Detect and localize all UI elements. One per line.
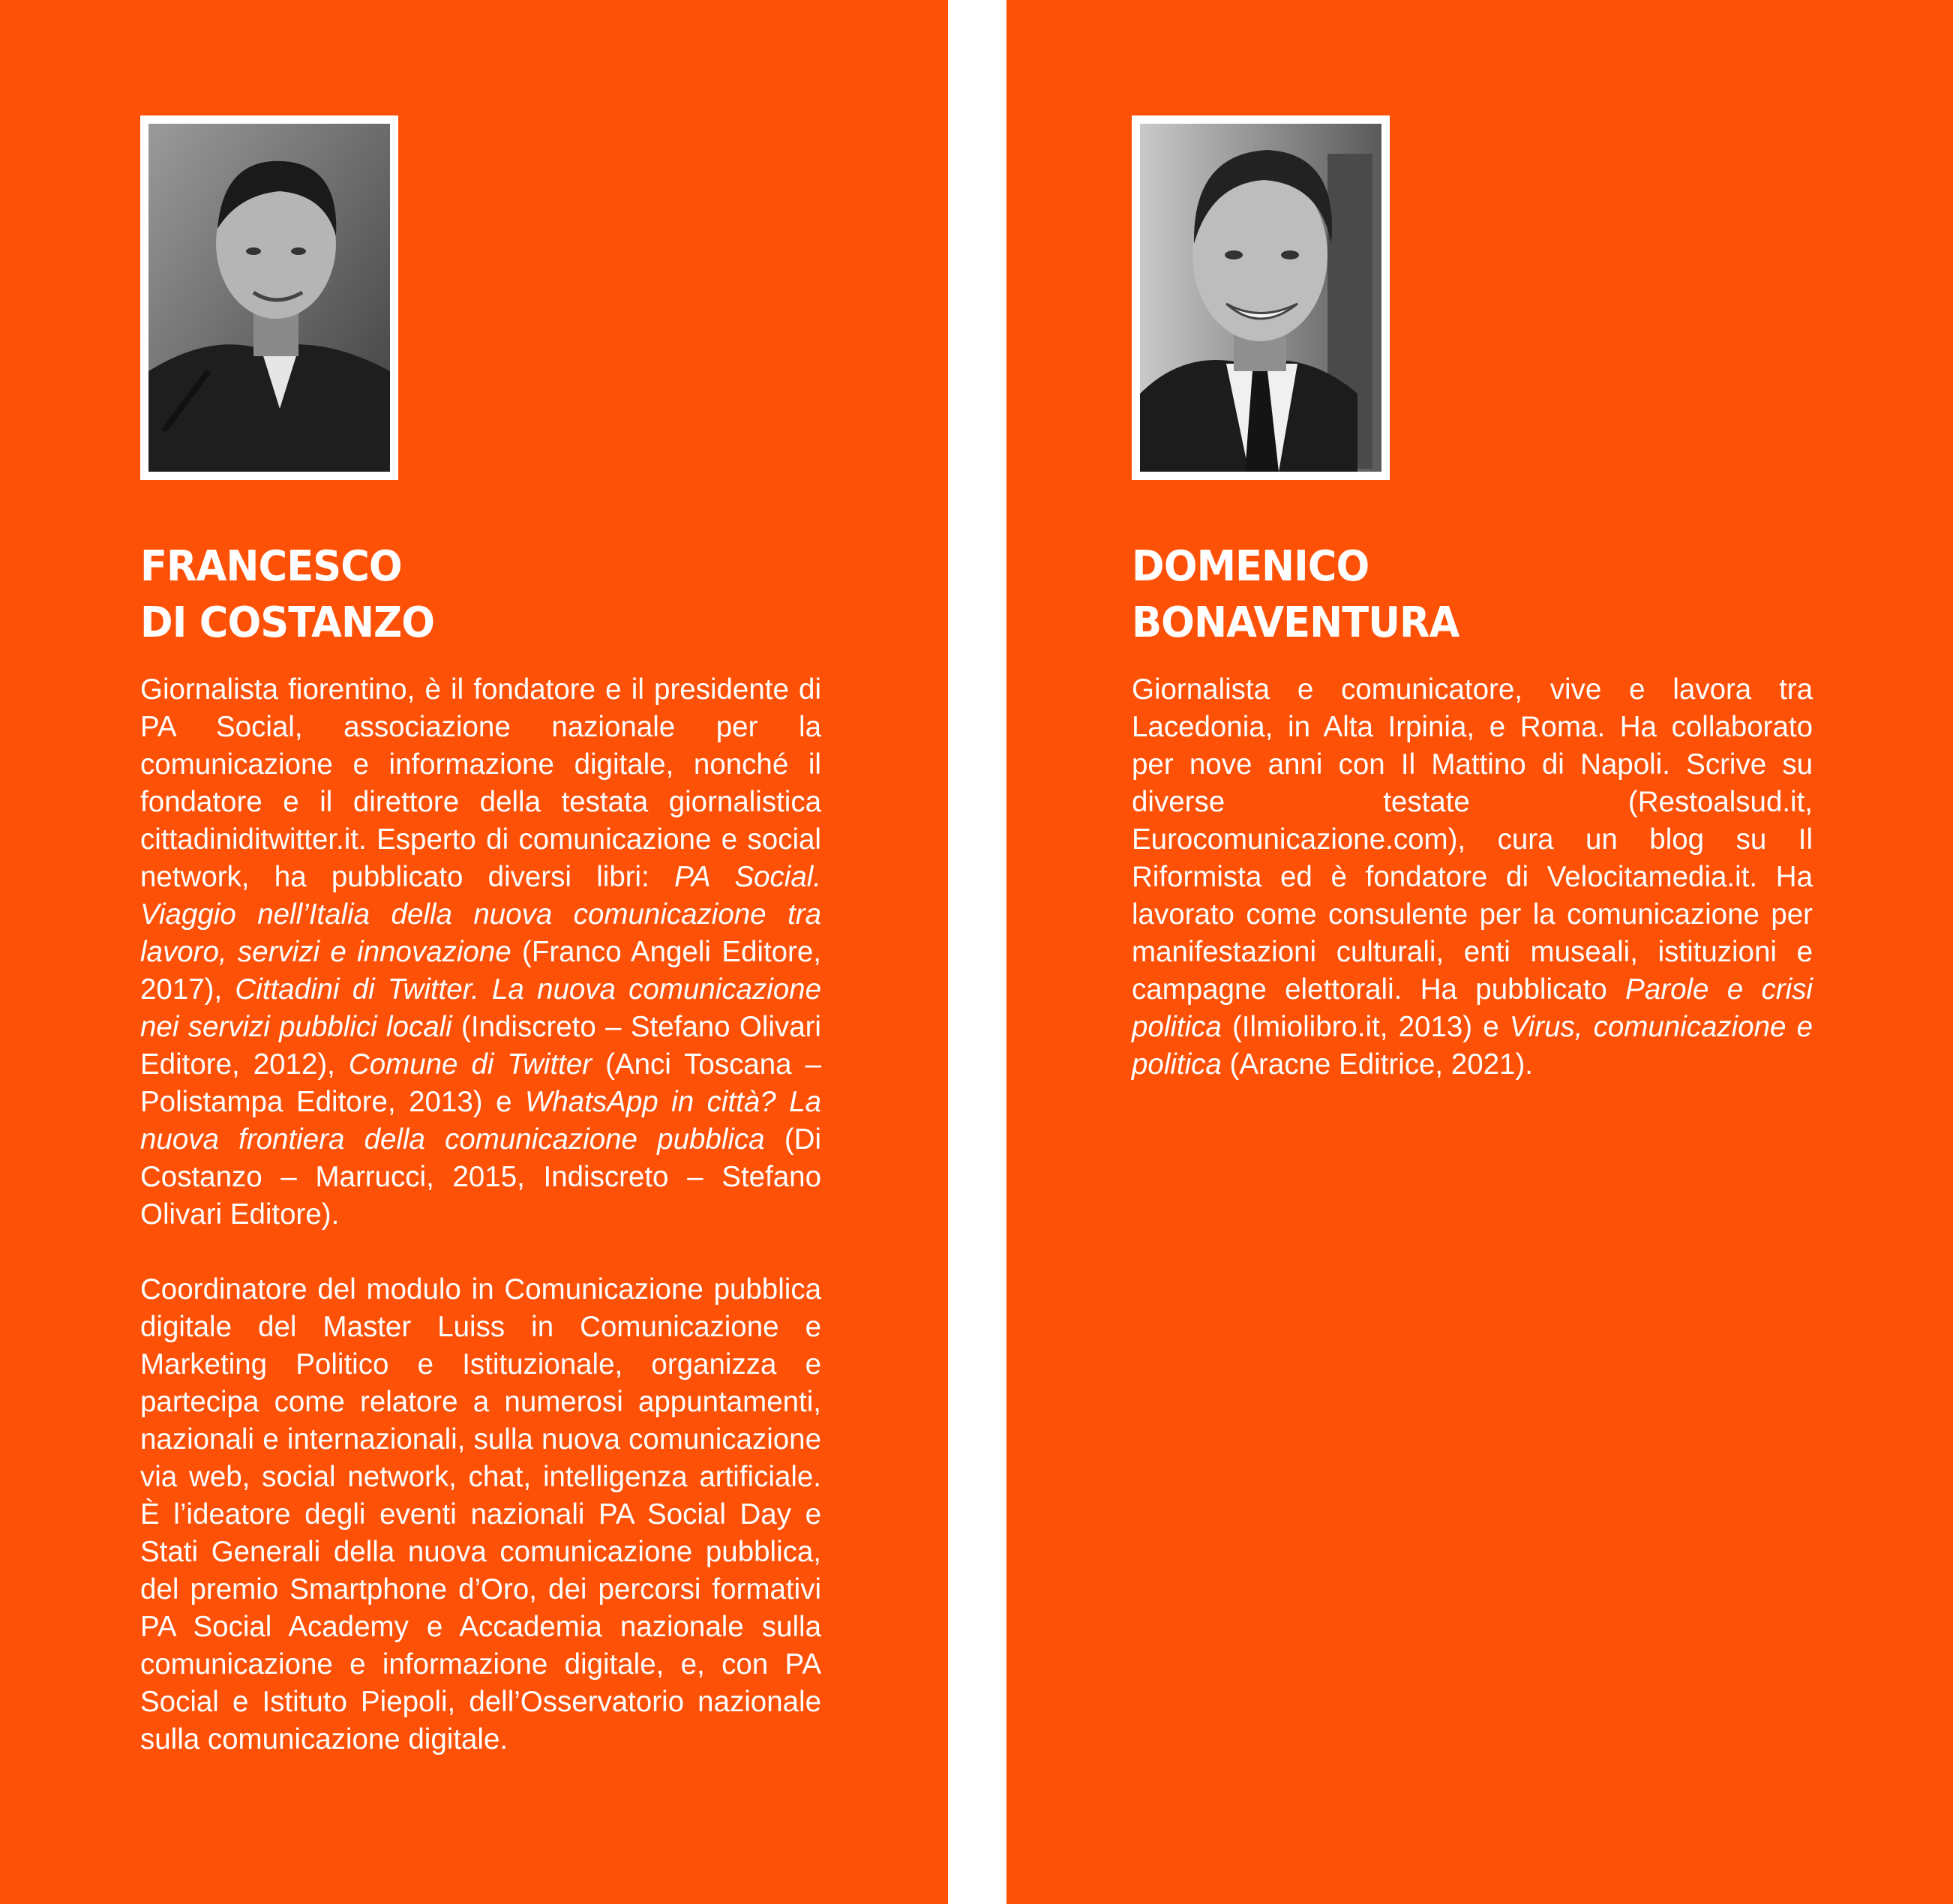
book-title: PA Social. Viaggio nell’Italia della nuova comunicazione tra lavoro, servizi e innovazione	[140, 861, 821, 968]
author-name	[140, 538, 434, 651]
book-title: Comune di Twitter	[348, 1048, 592, 1081]
book-title: WhatsApp in città? La nuova frontiera della comunicazione pubblica	[140, 1086, 821, 1156]
portrait-frame	[140, 115, 398, 480]
author-bio	[1132, 671, 1813, 1084]
author-bio	[140, 671, 821, 1759]
portrait-placeholder-icon	[1140, 124, 1382, 472]
book-title: Virus, comunicazione e politica	[1132, 1011, 1813, 1081]
author-name	[1132, 538, 1459, 651]
author-panel-right	[1006, 0, 1953, 1904]
portrait-frame	[1132, 115, 1390, 480]
bio-paragraph: Giornalista e comunicatore, vive e lavora tra Lacedonia, in Alta Irpinia, e Roma. Ha collaborato per nove anni con Il Mattino di Napoli. Scrive su diverse testate (Restoalsud.it, Eurocomunicazione.com), cura un blog su Il Riformista ed è fondatore di Velocitamedia.it. Ha lavorato come consulente per la comunicazione per manifestazioni culturali, enti museali, istituzioni e campagne elettorali. Ha pubblicato Parole e crisi politica (Ilmiolibro.it, 2013) e Virus, comunicazione e politica (Aracne Editrice, 2021).	[1132, 673, 1813, 1081]
portrait-photo	[148, 124, 390, 472]
portrait-photo	[1140, 124, 1382, 472]
book-title: Parole e crisi politica	[1132, 973, 1813, 1043]
author-last-name: DI COSTANZO	[140, 598, 435, 647]
portrait-placeholder-icon	[148, 124, 390, 472]
author-first-name: DOMENICO	[1132, 542, 1370, 591]
bio-paragraph-publications: Giornalista fiorentino, è il fondatore e il presidente di PA Social, associazione nazionale per la comunicazione e informazione digitale, nonché il fondatore e il direttore della testata giornalistica cittadiniditwitter.it. Esperto di comunicazione e social network, ha pubblicato diversi libri: PA Social. Viaggio nell’Italia della nuova comunicazione tra lavoro, servizi e innovazione (Franco Angeli Editore, 2017), Cittadini di Twitter. La nuova comunicazione nei servizi pubblici locali (Indiscreto – Stefano Olivari Editore, 2012), Comune di Twitter (Anci Toscana – Polistampa Editore, 2013) e WhatsApp in città? La nuova frontiera della comunicazione pubblica (Di Costanzo – Marrucci, 2015, Indiscreto – Stefano Olivari Editore).	[140, 673, 821, 1231]
book-title: Cittadini di Twitter. La nuova comunicazione nei servizi pubblici locali	[140, 973, 821, 1043]
author-first-name: FRANCESCO	[140, 542, 402, 591]
author-panel-left	[0, 0, 948, 1904]
author-last-name: BONAVENTURA	[1132, 598, 1460, 647]
bio-paragraph-activities: Coordinatore del modulo in Comunicazione pubblica digitale del Master Luiss in Comunicazione e Marketing Politico e Istituzionale, organizza e partecipa come relatore a numerosi appuntamenti, nazionali e internazionali, sulla nuova comunicazione via web, social network, chat, intelligenza artificiale. È l’ideatore degli eventi nazionali PA Social Day e Stati Generali della nuova comunicazione pubblica, del premio Smartphone d’Oro, dei percorsi formativi PA Social Academy e Accademia nazionale sulla comunicazione e informazione digitale, e, con PA Social e Istituto Piepoli, dell’Osservatorio nazionale sulla comunicazione digitale.	[140, 1273, 821, 1756]
